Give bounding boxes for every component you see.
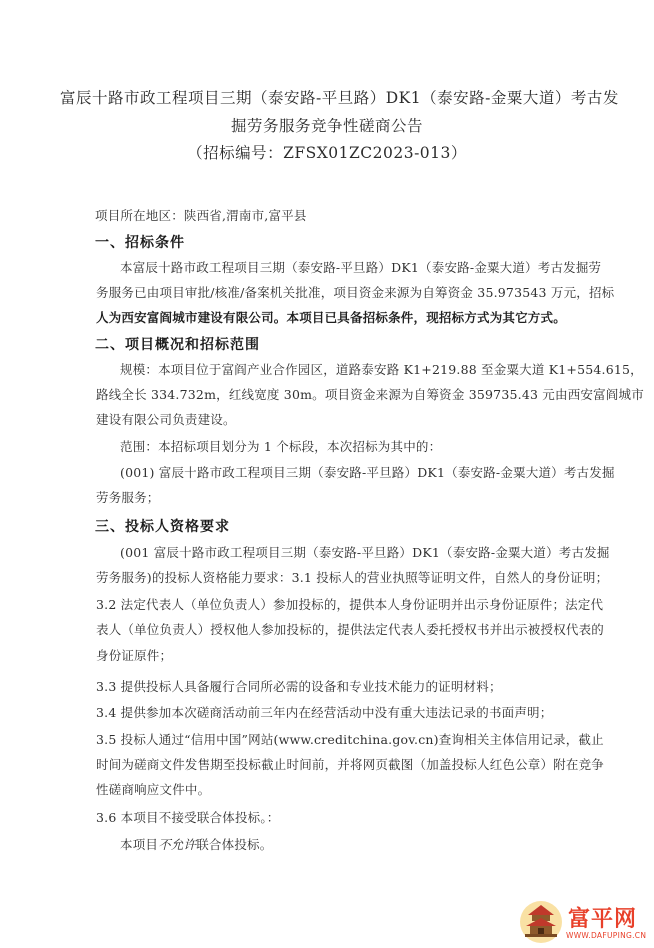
watermark-url: WWW.DAFUPING.CN xyxy=(566,931,647,940)
section-1-text: 务服务已由项目审批/核准/备案机关批准，项目资金来源为自筹资金 35.973543 万元，招标 xyxy=(96,285,615,300)
watermark-brand: 富平网 xyxy=(568,907,638,932)
document-title-line-2: 掘劳务服务竞争性磋商公告 xyxy=(230,117,423,135)
section-1-text: 人为西安富阎城市建设有限公司。本项目已具备招标条件，现招标方式为其它方式。 xyxy=(96,310,566,325)
section-3-item: 性磋商响应文件中。 xyxy=(96,782,211,797)
section-2-heading: 二、项目概况和招标范围 xyxy=(95,337,260,353)
project-location-value: 陕西省,渭南市,富平县 xyxy=(183,208,307,223)
section-3-text: 劳务服务)的投标人资格能力要求：3.1 投标人的营业执照等证明文件，自然人的身份证明； xyxy=(96,570,609,585)
section-3-item: 3.6 本项目不接受联合体投标。： xyxy=(96,810,280,825)
section-2-lot: (001) 富辰十路市政工程项目三期（泰安路-平旦路）DK1（泰安路-金粟大道）考古发掘 xyxy=(120,465,615,480)
section-1-text: 本富辰十路市政工程项目三期（泰安路-平旦路）DK1（泰安路-金粟大道）考古发掘劳 xyxy=(120,260,602,275)
section-3-item: 3.5 投标人通过“信用中国”网站(www.creditchina.gov.cn)查询相关主体信用记录，截止 xyxy=(96,732,604,747)
section-3-joint-bid xyxy=(120,835,272,853)
section-2-lot: 劳务服务； xyxy=(96,490,160,505)
document-title-line-1: 富辰十路市政工程项目三期（泰安路-平旦路）DK1（泰安路-金粟大道）考古发 xyxy=(60,89,619,107)
site-watermark xyxy=(518,900,648,944)
section-3-item: 身份证原件； xyxy=(96,648,173,663)
section-3-item: 3.3 提供投标人具备履行合同所必需的设备和专业技术能力的证明材料； xyxy=(96,679,502,694)
section-3-text: (001 富辰十路市政工程项目三期（泰安路-平旦路）DK1（泰安路-金粟大道）考古发掘 xyxy=(120,545,610,560)
section-3-item: 时间为磋商文件发售期至投标截止时间前，并将网页截图（加盖投标人红色公章）附在竞争 xyxy=(96,757,605,772)
section-2-text: 规模：本项目位于富阎产业合作园区，道路泰安路 K1+219.88 至金粟大道 K1+554.615， xyxy=(120,362,643,377)
section-3-item: 3.4 提供参加本次磋商活动前三年内在经营活动中没有重大违法记录的书面声明； xyxy=(96,705,553,720)
pagoda-logo-icon xyxy=(518,900,564,944)
joint-bid-suffix: 联合体投标。 xyxy=(196,837,273,852)
section-1-heading: 一、招标条件 xyxy=(95,235,185,251)
section-3-heading: 三、投标人资格要求 xyxy=(95,519,230,535)
section-2-text: 路线全长 334.732m，红线宽度 30m。项目资金来源为自筹资金 359735.43 元由西安富阎城市 xyxy=(96,387,644,402)
section-2-scope: 范围：本招标项目划分为 1 个标段，本次招标为其中的： xyxy=(120,439,442,454)
tender-number: （招标编号：ZFSX01ZC2023-013） xyxy=(187,144,467,162)
project-location xyxy=(95,206,307,224)
section-2-text: 建设有限公司负责建设。 xyxy=(96,412,236,427)
section-3-item: 3.2 法定代表人（单位负责人）参加投标的，提供本人身份证明并出示身份证原件；法定代 xyxy=(96,597,604,612)
project-location-label: 项目所在地区： xyxy=(95,208,184,223)
section-3-item: 表人（单位负责人）授权他人参加投标的，提供法定代表人委托授权书并出示被授权代表的 xyxy=(96,622,605,637)
joint-bid-italic: 不允许 xyxy=(158,837,197,852)
joint-bid-prefix: 本项目 xyxy=(120,837,159,852)
